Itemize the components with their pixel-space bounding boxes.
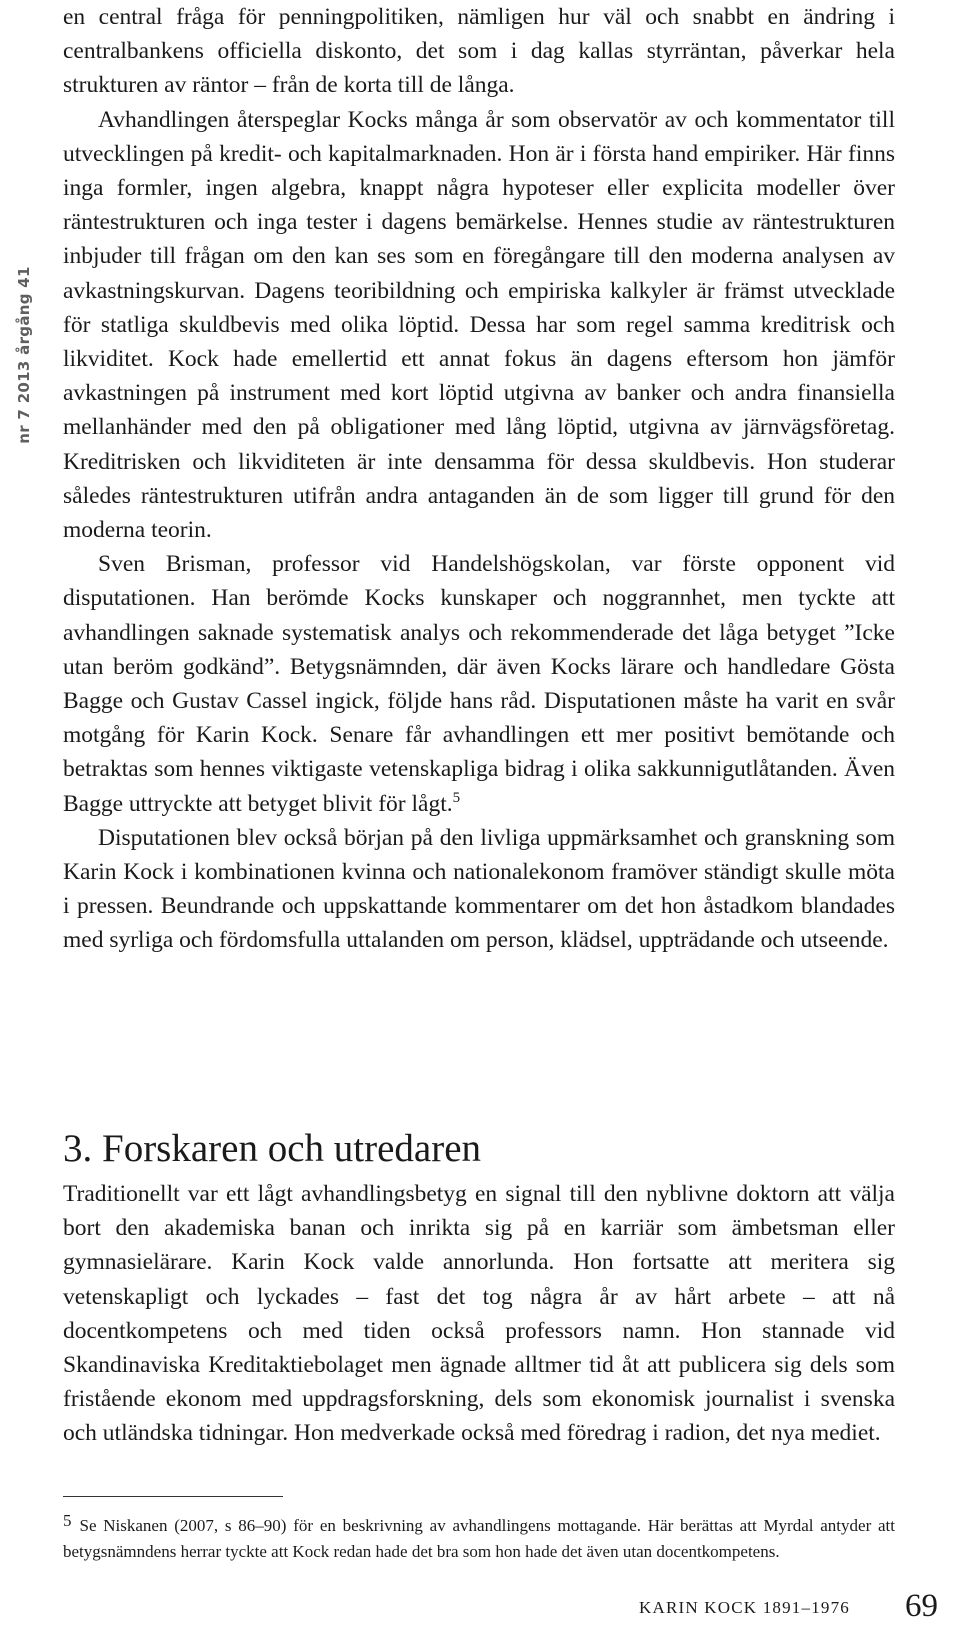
paragraph <box>63 547 895 821</box>
body-text <box>63 0 895 958</box>
journal-issue-label: nr 7 2013 årgång 41 <box>15 266 33 444</box>
footnote-divider <box>63 1496 283 1497</box>
paragraph: Traditionellt var ett lågt avhandlingsbetyg en signal till den nyblivne doktorn att välja bort den akademiska banan och inrikta sig på en karriär som ämbetsman eller gymnasielärare. Karin Kock valde annorlunda. Hon fortsatte att meritera sig vetenskapligt och lyckades – fast det tog några år av hårt arbete – att nå docentkompetens och med tiden också professors namn. Hon stannade vid Skandinaviska Kreditaktiebolaget men ägnade alltmer tid åt att publicera sig dels som fristående ekonom med uppdragsforskning, dels som ekonomisk journalist i svenska och utländska tidningar. Hon medverkade också med föredrag i radion, det nya mediet. <box>63 1181 895 1447</box>
footnote-text: Se Niskanen (2007, s 86–90) för en beskrivning av avhandlingens mottagande. Här berättas att Myrdal antyder att betygsnämndens herrar tyckte att Kock redan hade det bra som hon hade det även utan docentkompetens. <box>63 1516 895 1561</box>
paragraph: en central fråga för penningpolitiken, nämligen hur väl och snabbt en ändring i centralbankens officiella diskonto, det som i dag kallas styrräntan, påverkar hela strukturen av räntor – från de korta till de långa. <box>63 4 895 99</box>
paragraph: Disputationen blev också början på den livliga uppmärksamhet och granskning som Karin Kock i kombinationen kvinna och nationalekonom framöver ständigt skulle möta i pressen. Beundrande och uppskattande kommentarer om det hon åstadkom blandades med syrliga och fördomsfulla uttalanden om person, klädsel, uppträdande och utseende. <box>63 824 895 954</box>
section-heading: 3. Forskaren och utredaren <box>63 1127 482 1170</box>
running-title: KARIN KOCK 1891–1976 <box>639 1598 850 1617</box>
section-text <box>63 1177 895 1451</box>
paragraph: Avhandlingen återspeglar Kocks många år som observatör av och kommentator till utvecklingen på kredit- och kapitalmarknaden. Hon är i första hand empiriker. Här finns inga formler, ingen algebra, knappt några hypoteser eller explicita modeller över räntestrukturen och inga tester i dagens bemärkelse. Hennes studie av räntestrukturen inbjuder till frågan om den kan ses som en föregångare till den moderna analysen av avkastningskurvan. Dagens teoribildning och empiriska kalkyler är främst utvecklade för statliga skuldbevis med olika löptid. Dessa har som regel samma kreditrisk och likviditet. Kock hade emellertid ett annat fokus än dagens eftersom hon jämför avkastningen på instrument med kort löptid utgivna av banker och andra finansiella mellanhänder med den på obligationer med lång löptid, utgivna av järnvägsföretag. Kreditrisken och likviditeten är inte densamma för dessa skuldbevis. Hon studerar således räntestrukturen utifrån andra antaganden än de som ligger till grund för den moderna teorin. <box>63 106 895 544</box>
page-number: 69 <box>905 1588 938 1624</box>
footnote-number: 5 <box>63 1511 72 1530</box>
footnote <box>63 1508 895 1565</box>
footnote-paragraph <box>63 1508 895 1565</box>
footnote-reference[interactable]: 5 <box>452 789 461 806</box>
paragraph-text: Sven Brisman, professor vid Handelshögskolan, var förste opponent vid disputationen. Han berömde Kocks kunskaper och noggrannhet, men tyckte att avhandlingen saknade systematisk analys och rekommenderade det låga betyget ”Icke utan beröm godkänd”. Betygsnämnden, där även Kocks lärare och handledare Gösta Bagge och Gustav Cassel ingick, följde hans råd. Disputationen måste ha varit en svår motgång för Karin Kock. Senare får avhandlingen ett mer positivt bemötande och betraktas som hennes viktigaste vetenskapliga bidrag i olika sakkunnigutlåtanden. Även Bagge uttryckte att betyget blivit för lågt. <box>63 551 895 817</box>
